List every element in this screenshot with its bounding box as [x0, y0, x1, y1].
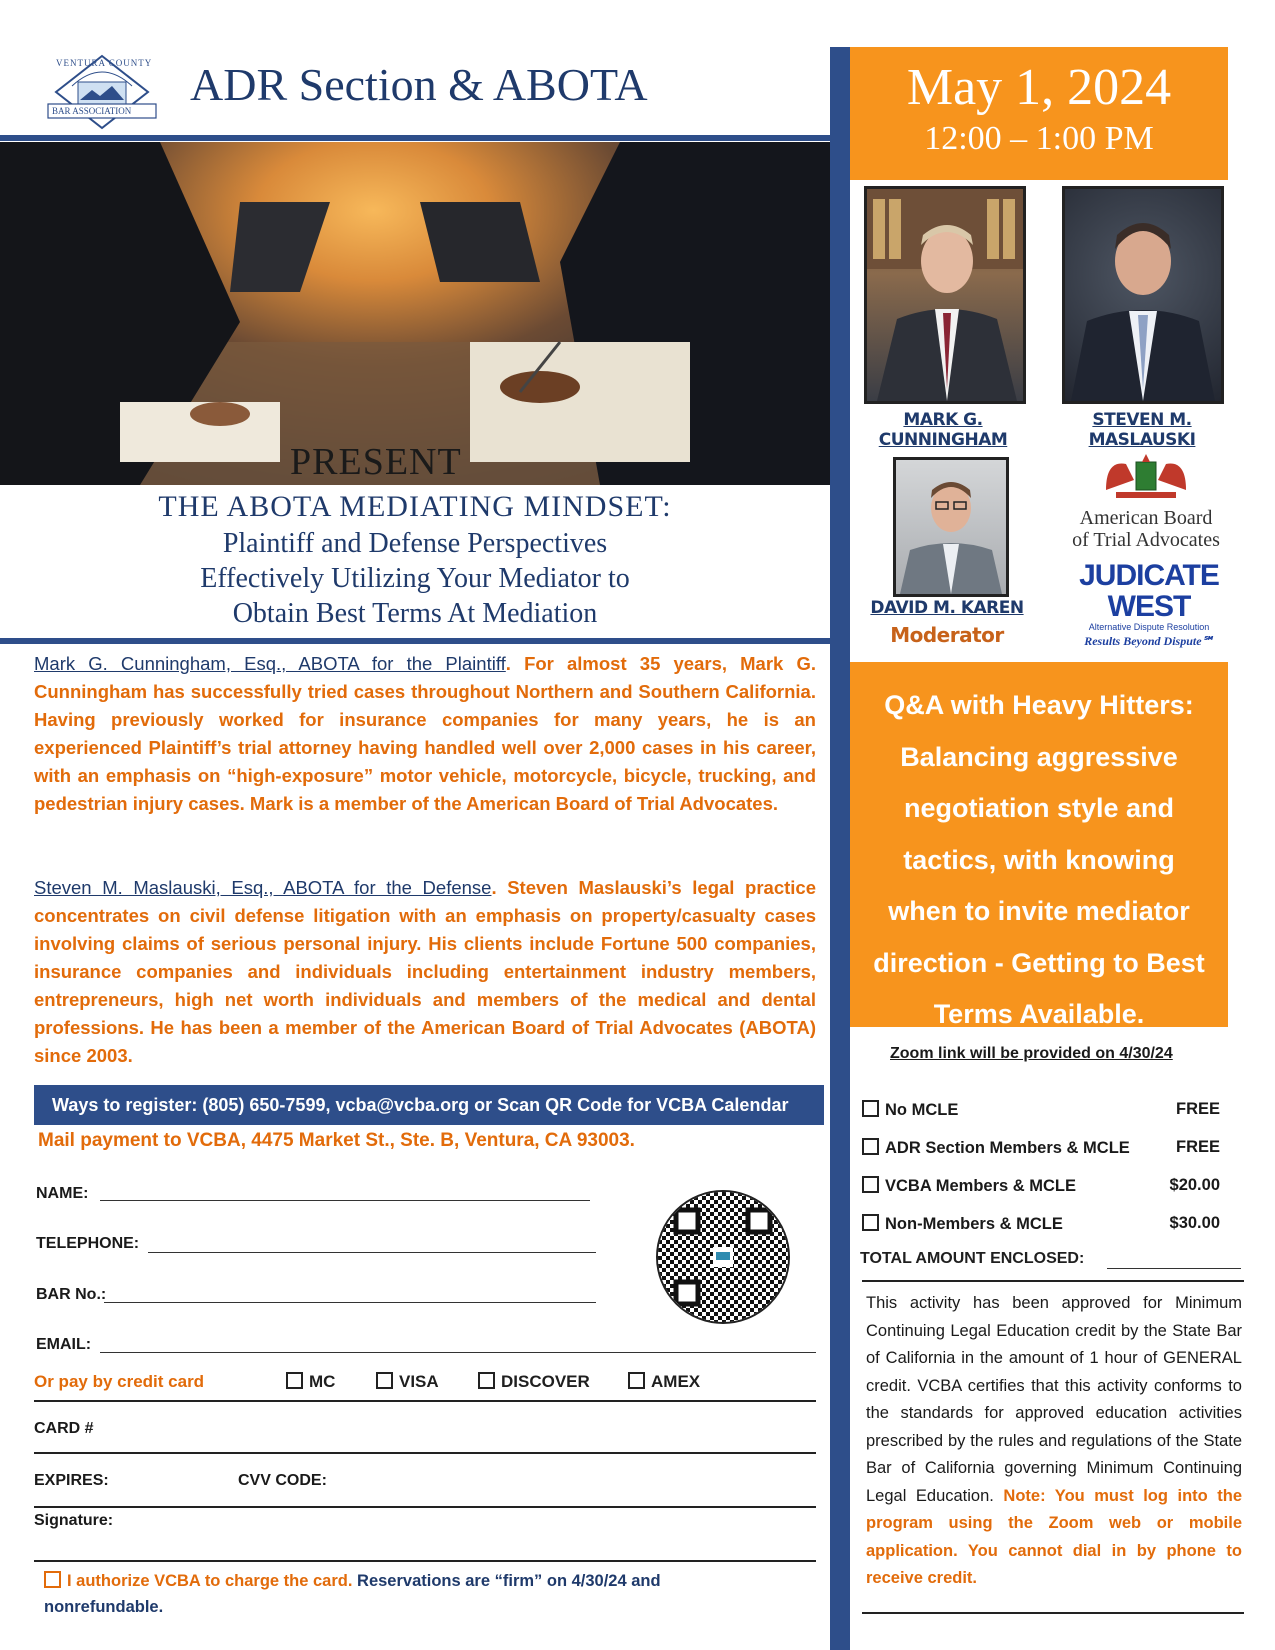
checkbox-icon: [862, 1138, 879, 1155]
side-accent-bar: [830, 47, 850, 1650]
checkbox-icon: [862, 1100, 879, 1117]
option-adr-members[interactable]: ADR Section Members & MCLE FREE: [862, 1138, 1230, 1158]
bio-cunningham: [34, 650, 816, 818]
card-number-field[interactable]: [34, 1452, 816, 1454]
card-visa-option[interactable]: VISA: [376, 1372, 439, 1392]
zoom-requirement-note: Note: You must log into the program using the Zoom web or mobile application. You cannot dial in by phone to receive credit.: [866, 1486, 1242, 1587]
abota-crest-icon: [1096, 450, 1196, 502]
authorize-statement: [44, 1568, 764, 1620]
vcba-logo: [42, 52, 162, 132]
speaker-maslauski-name: STEVEN M. MASLAUSKI: [1088, 410, 1196, 450]
hero-photo: [0, 142, 830, 485]
telephone-label: TELEPHONE:: [36, 1235, 140, 1252]
header-divider: [0, 135, 830, 141]
checkbox-icon: [628, 1372, 645, 1389]
expires-label: EXPIRES:: [34, 1472, 109, 1489]
program-subtitle-1: Plaintiff and Defense Perspectives: [222, 528, 608, 559]
divider: [862, 1280, 1244, 1282]
option-no-mcle[interactable]: No MCLE FREE: [862, 1100, 1230, 1120]
bar-no-label: BAR No.:: [36, 1286, 107, 1303]
option-vcba-members[interactable]: VCBA Members & MCLE $20.00: [862, 1176, 1230, 1196]
divider: [862, 1612, 1244, 1614]
program-title: THE ABOTA MEDIATING MINDSET:: [158, 490, 672, 523]
page-title: ADR Section & ABOTA: [190, 59, 648, 110]
bio-maslauski-lead[interactable]: Steven M. Maslauski, Esq., ABOTA for the Defense: [34, 877, 492, 898]
total-amount-field[interactable]: [1107, 1268, 1241, 1269]
bio-cunningham-text: . For almost 35 years, Mark G. Cunningham has successfully tried cases throughout Northern and Southern California. Having previously worked for insurance companies for many years, he is an experienced Plaintiff’s trial attorney having handled well over 2,000 cases in his career, with an emphasis on “high-exposure” motor vehicle, motorcycle, bicycle, trucking, and pedestrian injury cases. Mark is a member of the American Board of Trial Advocates.: [34, 653, 816, 814]
abota-logo-text: American Board of Trial Advocates: [1072, 507, 1220, 551]
name-field[interactable]: [100, 1200, 590, 1201]
card-mc-option[interactable]: MC: [286, 1372, 335, 1392]
checkbox-icon: [862, 1214, 879, 1231]
karen-photo: [893, 457, 1009, 597]
bio-maslauski: [34, 874, 816, 1070]
email-label: EMAIL:: [36, 1336, 92, 1353]
option-non-members[interactable]: Non-Members & MCLE $30.00: [862, 1214, 1230, 1234]
checkbox-icon: [286, 1372, 303, 1389]
total-amount-label: TOTAL AMOUNT ENCLOSED:: [860, 1250, 1085, 1267]
card-number-label: CARD #: [34, 1420, 94, 1437]
zoom-note: Zoom link will be provided on 4/30/24: [890, 1045, 1173, 1062]
bio-maslauski-text: . Steven Maslauski’s legal practice concentrates on civil defense litigation with an emphasis on property/casualty cases involving claims of serious personal injury. His clients include Fortune 500 companies, insurance companies and individuals including entertainment industry members, entrepreneurs, high net worth individuals and members of the medical and dental professions. He has been a member of the American Board of Trial Advocates (ABOTA) since 2003.: [34, 877, 816, 1066]
event-time: 12:00 – 1:00 PM: [924, 120, 1154, 157]
event-date: May 1, 2024: [906, 59, 1172, 116]
mcle-approval-text: This activity has been approved for Minimum Continuing Legal Education credit by the State Bar of California in the amount of 1 hour of GENERAL credit. VCBA certifies that this activity conforms to the standards for approved education activities prescribed by the rules and regulations of the State Bar of California governing Minimum Continuing Legal Education. Note: You must log into the program using the Zoom web or mobile application. You cannot dial in by phone to receive credit.: [866, 1294, 1242, 1587]
authorize-checkbox[interactable]: [44, 1571, 61, 1588]
judicate-west-logo: JUDICATE WEST Alternative Dispute Resolution Results Beyond Dispute℠: [1079, 559, 1219, 648]
maslauski-photo: [1062, 186, 1224, 404]
expires-cvv-field[interactable]: [34, 1506, 816, 1508]
program-subtitle-2: Effectively Utilizing Your Mediator to: [200, 563, 630, 594]
email-field[interactable]: [100, 1352, 816, 1353]
mail-payment-text: Mail payment to VCBA, 4475 Market St., Ste. B, Ventura, CA 93003.: [38, 1130, 635, 1151]
pay-by-card-label: Or pay by credit card: [34, 1372, 205, 1391]
card-amex-option[interactable]: AMEX: [628, 1372, 700, 1392]
moderator-label: Moderator: [890, 623, 1004, 647]
speaker-cunningham-name: MARK G. CUNNINGHAM: [878, 410, 1008, 450]
cunningham-photo: [864, 186, 1026, 404]
checkbox-icon: [862, 1176, 879, 1193]
card-discover-option[interactable]: DISCOVER: [478, 1372, 590, 1392]
logo-text-top: VENTURA COUNTY: [56, 58, 153, 68]
qr-code[interactable]: [656, 1190, 790, 1324]
registration-bar: Ways to register: (805) 650-7599, vcba@vcba.org or Scan QR Code for VCBA Calendar: [34, 1085, 824, 1125]
bar-no-field[interactable]: [104, 1302, 596, 1303]
checkbox-icon: [376, 1372, 393, 1389]
bio-cunningham-lead[interactable]: Mark G. Cunningham, Esq., ABOTA for the Plaintiff: [34, 653, 506, 674]
qa-text: Q&A with Heavy Hitters: Balancing aggressive negotiation style and tactics, with knowing when to invite mediator direction - Getting to Best Terms Available.: [873, 690, 1205, 1029]
speaker-karen-name: DAVID M. KAREN: [870, 598, 1024, 618]
present-label: PRESENT: [290, 441, 462, 483]
divider: [34, 1400, 816, 1402]
logo-text-bottom: BAR ASSOCIATION: [52, 106, 132, 116]
authorize-text: I authorize VCBA to charge the card.: [67, 1572, 353, 1590]
telephone-field[interactable]: [148, 1252, 596, 1253]
checkbox-icon: [478, 1372, 495, 1389]
section-divider: [0, 638, 830, 644]
name-label: NAME:: [36, 1185, 89, 1202]
program-subtitle-3: Obtain Best Terms At Mediation: [232, 598, 598, 629]
signature-label: Signature:: [34, 1512, 114, 1529]
signature-field[interactable]: [34, 1560, 816, 1562]
firm-note: Reservations are “firm” on 4/30/24 and nonrefundable.: [44, 1572, 661, 1616]
cvv-label: CVV CODE:: [238, 1472, 327, 1489]
